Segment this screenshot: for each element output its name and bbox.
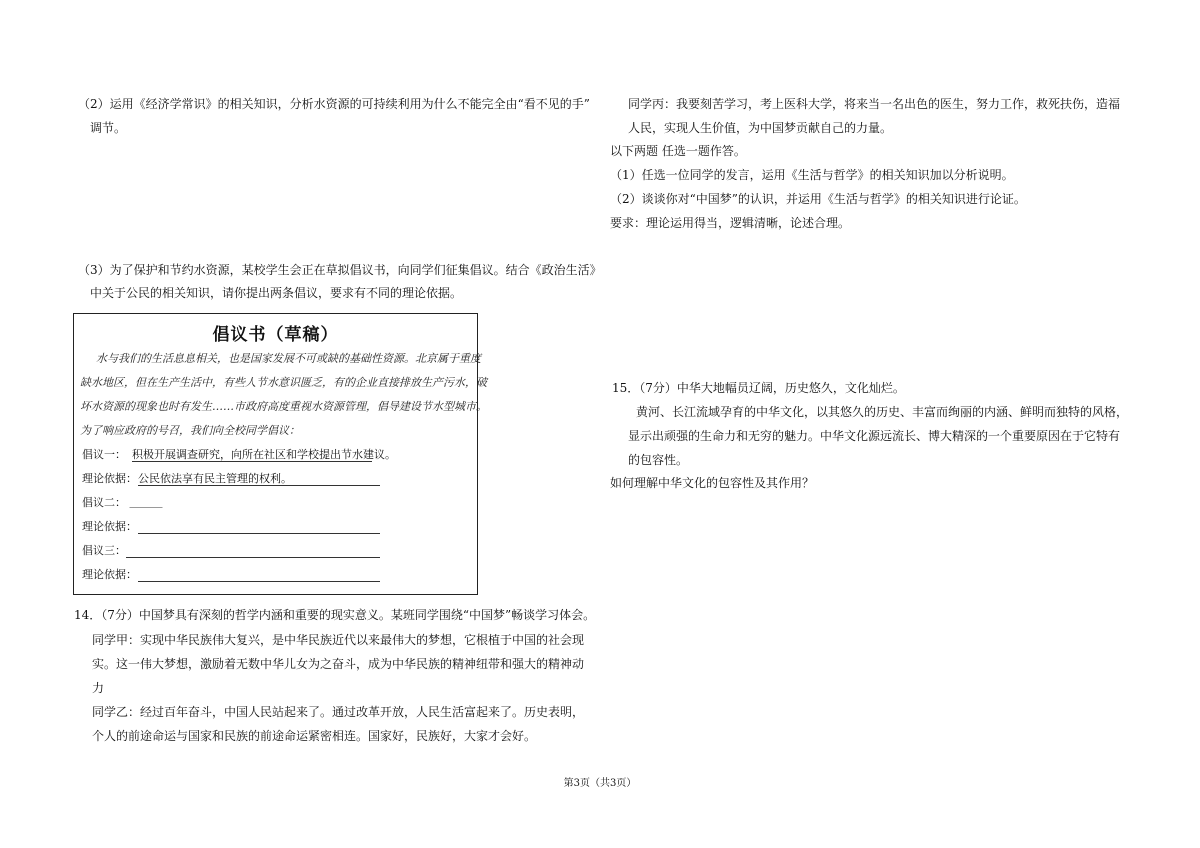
question-14-line3: 实。这一伟大梦想，激励着无数中华儿女为之奋斗，成为中华民族的精神纽带和强大的精神动	[92, 657, 585, 671]
question-14-line4: 力	[92, 681, 105, 695]
right-line6: 要求：理论运用得当，逻辑清晰，论述合理。	[610, 216, 851, 230]
page-footer: 第3页（共3页）	[563, 778, 637, 789]
proposal-value-1: 积极开展调查研究，向所在社区和学校提出节水建议。	[132, 448, 396, 461]
proposal-label-2: 理论依据：	[82, 472, 137, 485]
right-line1: 同学丙：我要刻苦学习，考上医科大学，将来当一名出色的医生，努力工作，救死扶伤，造福	[628, 97, 1121, 111]
proposal-value-3: ＿＿＿	[129, 496, 163, 509]
right-line3: 以下两题 任选一题作答。	[610, 144, 746, 158]
proposal-row-5	[82, 544, 126, 558]
question-15-line1: 15．（7分）中华大地幅员辽阔，历史悠久，文化灿烂。	[612, 381, 905, 395]
proposal-label-5: 倡议三：	[82, 544, 126, 557]
proposal-paragraph-line2: 缺水地区，但在生产生活中，有些人节水意识匮乏，有的企业直接排放生产污水，破	[80, 376, 487, 389]
right-line5: （2）谈谈你对“中国梦”的认识，并运用《生活与哲学》的相关知识进行论证。	[610, 192, 1026, 206]
question-15-line2: 黄河、长江流域孕育的中华文化，以其悠久的历史、丰富而绚丽的内涵、鲜明而独特的风格，	[636, 405, 1129, 419]
right-line2: 人民，实现人生价值，为中国梦贡献自己的力量。	[628, 121, 893, 135]
question-3-line1: （3）为了保护和节约水资源，某校学生会正在草拟倡议书，向同学们征集倡议。结合《政治生活》	[78, 263, 602, 277]
question-2-line2: 调节。	[90, 121, 127, 135]
proposal-paragraph-line3: 坏水资源的现象也时有发生……市政府高度重视水资源管理，倡导建设节水型城市。	[80, 400, 487, 413]
proposal-label-4: 理论依据：	[82, 520, 137, 533]
proposal-blank-5[interactable]	[126, 545, 380, 558]
proposal-row-1	[82, 448, 126, 462]
question-2-line1: （2）运用《经济学常识》的相关知识，分析水资源的可持续利用为什么不能完全由“看不见的手”	[78, 97, 590, 111]
proposal-row-3	[82, 496, 163, 510]
question-14-line2: 同学甲：实现中华民族伟大复兴，是中华民族近代以来最伟大的梦想，它根植于中国的社会现	[92, 633, 585, 647]
proposal-label-6: 理论依据：	[82, 568, 137, 581]
question-14-line5: 同学乙：经过百年奋斗，中国人民站起来了。通过改革开放，人民生活富起来了。历史表明，	[92, 705, 585, 719]
proposal-row-6	[82, 568, 137, 582]
question-14-line6: 个人的前途命运与国家和民族的前途命运紧密相连。国家好，民族好，大家才会好。	[92, 729, 537, 743]
question-3-line2: 中关于公民的相关知识，请你提出两条倡议，要求有不同的理论依据。	[90, 286, 463, 300]
proposal-title: 倡议书（草稿）	[212, 325, 339, 345]
proposal-row-4	[82, 520, 137, 534]
proposal-blank-4[interactable]	[138, 521, 380, 534]
proposal-value-2: 公民依法享有民主管理的权利。	[138, 473, 380, 486]
question-15-line5: 如何理解中华文化的包容性及其作用？	[610, 476, 815, 490]
proposal-blank-6[interactable]	[138, 569, 380, 582]
question-15-line4: 的包容性。	[628, 453, 689, 467]
proposal-row-2	[82, 472, 137, 486]
right-line4: （1）任选一位同学的发言，运用《生活与哲学》的相关知识加以分析说明。	[610, 168, 1014, 182]
proposal-label-3: 倡议二：	[82, 496, 126, 509]
proposal-paragraph-line1: 水与我们的生活息息相关，也是国家发展不可或缺的基础性资源。北京属于重度	[96, 352, 481, 365]
question-15-line3: 显示出顽强的生命力和无穷的魅力。中华文化源远流长、博大精深的一个重要原因在于它特有	[628, 429, 1121, 443]
proposal-box	[73, 313, 487, 595]
proposal-paragraph-line4: 为了响应政府的号召，我们向全校同学倡议：	[80, 424, 300, 437]
question-14-line1: 14．（7分）中国梦具有深刻的哲学内涵和重要的现实意义。某班同学围绕“中国梦”畅谈学习体会。	[74, 608, 596, 622]
proposal-label-1: 倡议一：	[82, 448, 126, 461]
